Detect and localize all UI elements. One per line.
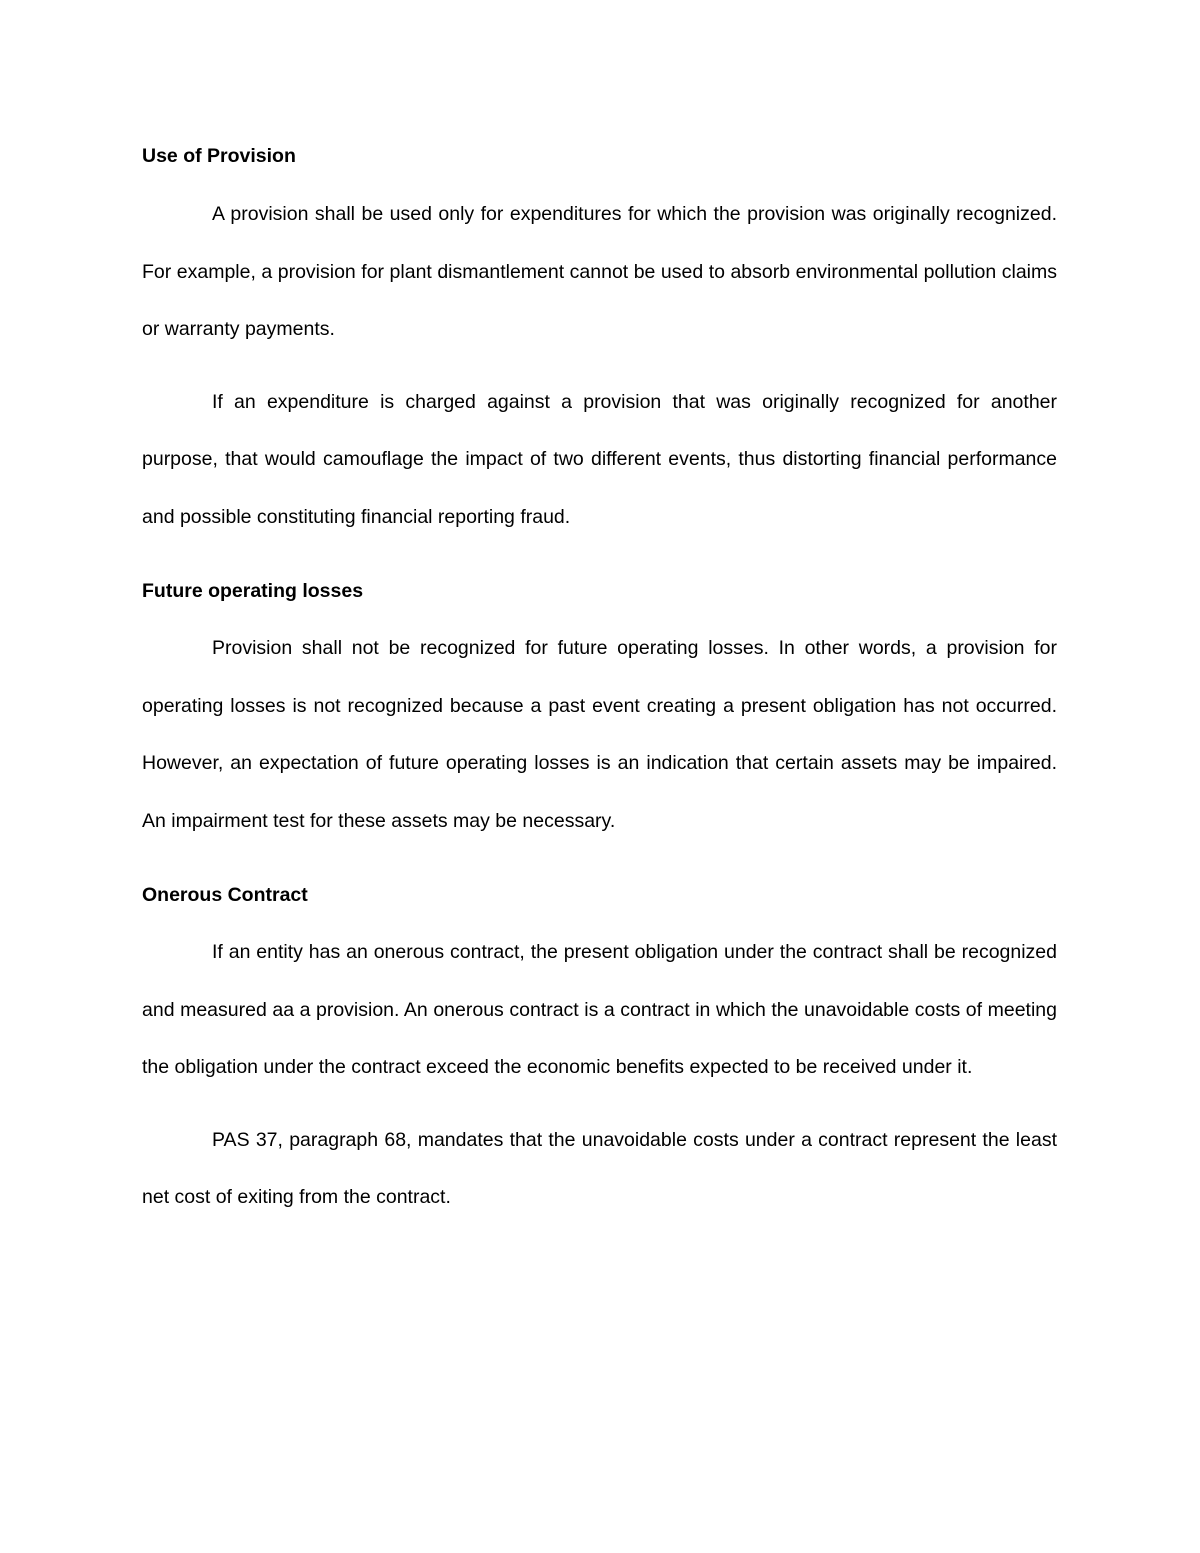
document-body [142, 130, 1057, 1227]
section-heading-future-operating-losses: Future operating losses [142, 580, 364, 602]
section-heading-use-of-provision: Use of Provision [142, 145, 296, 167]
paragraph-onerous-contract-definition: If an entity has an onerous contract, the present obligation under the contract shall be recognized and measured aa a provision. An onerous contract is a contract in which the unavoidable costs of meeting the obligation under the contract exceed the economic benefits expected to be received under it. [142, 941, 1057, 1078]
paragraph-provision-misuse: If an expenditure is charged against a provision that was originally recognized for another purpose, that would camouflage the impact of two different events, thus distorting financial performance and possible constituting financial reporting fraud. [142, 390, 1057, 528]
section-heading-onerous-contract: Onerous Contract [142, 884, 308, 906]
paragraph-future-operating-losses: Provision shall not be recognized for future operating losses. In other words, a provision for operating losses is not recognized because a past event creating a present obligation has not occurred. However, an expectation of future operating losses is an indication that certain assets may be impaired. An impairment test for these assets may be necessary. [142, 637, 1057, 832]
paragraph-provision-usage: A provision shall be used only for expenditures for which the provision was originally recognized. For example, a provision for plant dismantlement cannot be used to absorb environmental pollution claims or warranty payments. [142, 203, 1057, 340]
paragraph-pas37-unavoidable-costs: PAS 37, paragraph 68, mandates that the unavoidable costs under a contract represent the least net cost of exiting from the contract. [142, 1128, 1057, 1208]
